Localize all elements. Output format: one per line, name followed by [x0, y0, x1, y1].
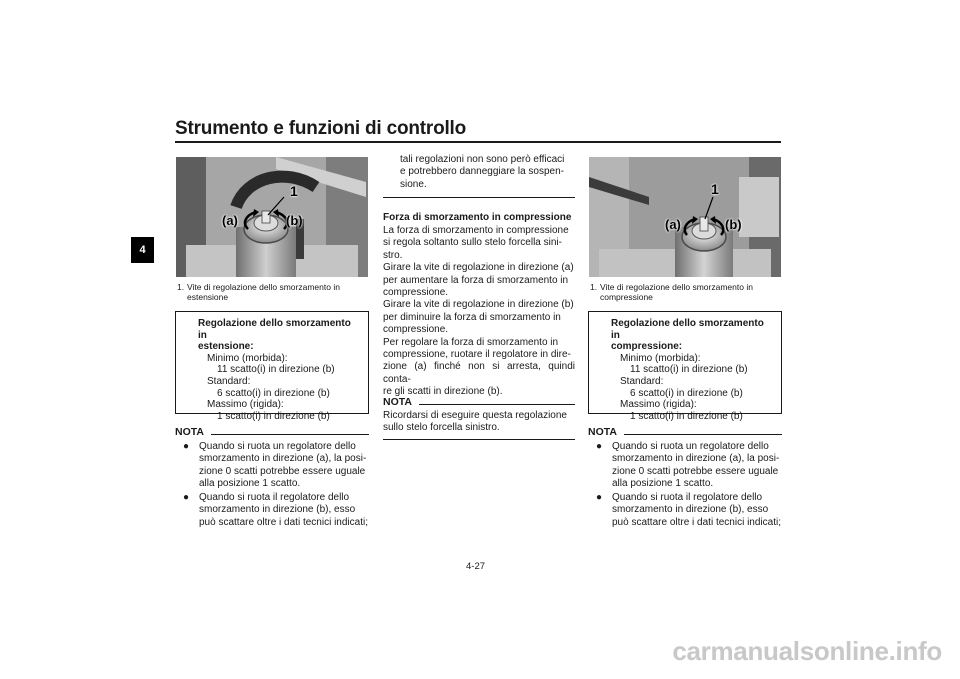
- spec-label: Standard:: [207, 375, 251, 387]
- callout-a: (a): [222, 213, 238, 228]
- caption-line: estensione: [187, 292, 229, 302]
- spec-value: 1 scatto(i) in direzione (b): [217, 410, 330, 422]
- fork-top-illustration: [589, 157, 781, 277]
- title-rule: [175, 141, 781, 143]
- spec-box-rebound: [175, 311, 369, 422]
- chapter-tab: 4: [131, 237, 154, 263]
- nota-rule: [419, 404, 575, 405]
- bullet-icon: ●: [596, 492, 603, 503]
- watermark: carmanualsonline.info: [672, 636, 942, 666]
- page-number: 4-27: [466, 561, 486, 572]
- nota-heading: NOTA: [383, 396, 412, 408]
- figure-caption: [590, 282, 782, 304]
- caption-number: 1.: [590, 282, 598, 292]
- spec-value: 1 scatto(i) in direzione (b): [630, 410, 743, 422]
- nota-end-rule: [383, 439, 575, 440]
- bullet-icon: ●: [183, 441, 190, 452]
- rebound-damping-photo: [176, 157, 368, 277]
- spec-label: Massimo (rigida):: [207, 399, 284, 411]
- figure-caption: [177, 282, 369, 304]
- bullet-item: ● Quando si ruota il regolatore dello smorzamento in direzione (b), esso può scattare oltre i dati tecnici indicati;: [596, 492, 781, 528]
- nota-rule: [624, 434, 782, 435]
- callout-1: 1: [711, 181, 719, 197]
- spec-heading: estensione:: [198, 341, 254, 353]
- bullet-icon: ●: [596, 441, 603, 452]
- spec-label: Minimo (morbida):: [620, 352, 701, 364]
- spec-label: Standard:: [620, 375, 664, 387]
- bullet-icon: ●: [183, 492, 190, 503]
- fork-top-illustration: [176, 157, 368, 277]
- nota-heading: NOTA: [588, 426, 617, 438]
- bullet-item: ● Quando si ruota un regolatore dello smorzamento in direzione (a), la posi- zione 0 scatti potrebbe essere uguale alla posizione 1 scatto.: [183, 441, 367, 490]
- callout-a: (a): [665, 217, 681, 232]
- spec-value: 11 scatto(i) in direzione (b): [630, 364, 748, 376]
- spec-box-compression: [588, 311, 782, 422]
- nota-text: Ricordarsi di eseguire questa regolazione sullo stelo forcella sinistro.: [383, 410, 567, 434]
- nota-heading: NOTA: [175, 426, 204, 438]
- section-heading: Forza di smorzamento in compressione: [383, 212, 572, 223]
- callout-b: (b): [725, 217, 742, 232]
- spec-label: Massimo (rigida):: [620, 399, 697, 411]
- spec-label: Minimo (morbida):: [207, 352, 288, 364]
- bullet-item: ● Quando si ruota il regolatore dello smorzamento in direzione (b), esso può scattare oltre i dati tecnici indicati;: [183, 492, 368, 528]
- caption-number: 1.: [177, 282, 185, 292]
- continued-text: tali regolazioni non sono però efficaci e potrebbero danneggiare la sospen- sione.: [400, 154, 565, 190]
- compression-damping-photo: [589, 157, 781, 277]
- caption-line: Vite di regolazione dello smorzamento in: [187, 282, 340, 292]
- caption-line: Vite di regolazione dello smorzamento in: [600, 282, 753, 292]
- end-rule: [383, 197, 575, 198]
- spec-value: 6 scatto(i) in direzione (b): [630, 387, 743, 399]
- spec-value: 6 scatto(i) in direzione (b): [217, 387, 330, 399]
- caption-line: compressione: [600, 292, 653, 302]
- page-title: Strumento e funzioni di controllo: [175, 118, 467, 139]
- callout-1: 1: [290, 183, 298, 199]
- spec-heading: compressione:: [611, 341, 683, 353]
- spec-value: 11 scatto(i) in direzione (b): [217, 364, 335, 376]
- spec-heading: Regolazione dello smorzamento in: [611, 318, 764, 341]
- section-body: La forza di smorzamento in compressione si regola soltanto sullo stelo forcella sini- stro. Girare la vite di regolazione in direzione (a) per aumentare la forza di smorzamento in compressione. Girare la vite di regolazione in direzione (b) per diminuire la forza di smorzamento in compressione. Per regolare la forza di smorzamento in compressione, ruotare il regolatore in dire- zione (a) finché non si arresta, quindi conta- re gli scatti in direzione (b).: [383, 225, 575, 398]
- nota-rule: [211, 434, 369, 435]
- callout-b: (b): [286, 213, 303, 228]
- spec-heading: Regolazione dello smorzamento in: [198, 318, 351, 341]
- bullet-item: ● Quando si ruota un regolatore dello smorzamento in direzione (a), la posi- zione 0 scatti potrebbe essere uguale alla posizione 1 scatto.: [596, 441, 780, 490]
